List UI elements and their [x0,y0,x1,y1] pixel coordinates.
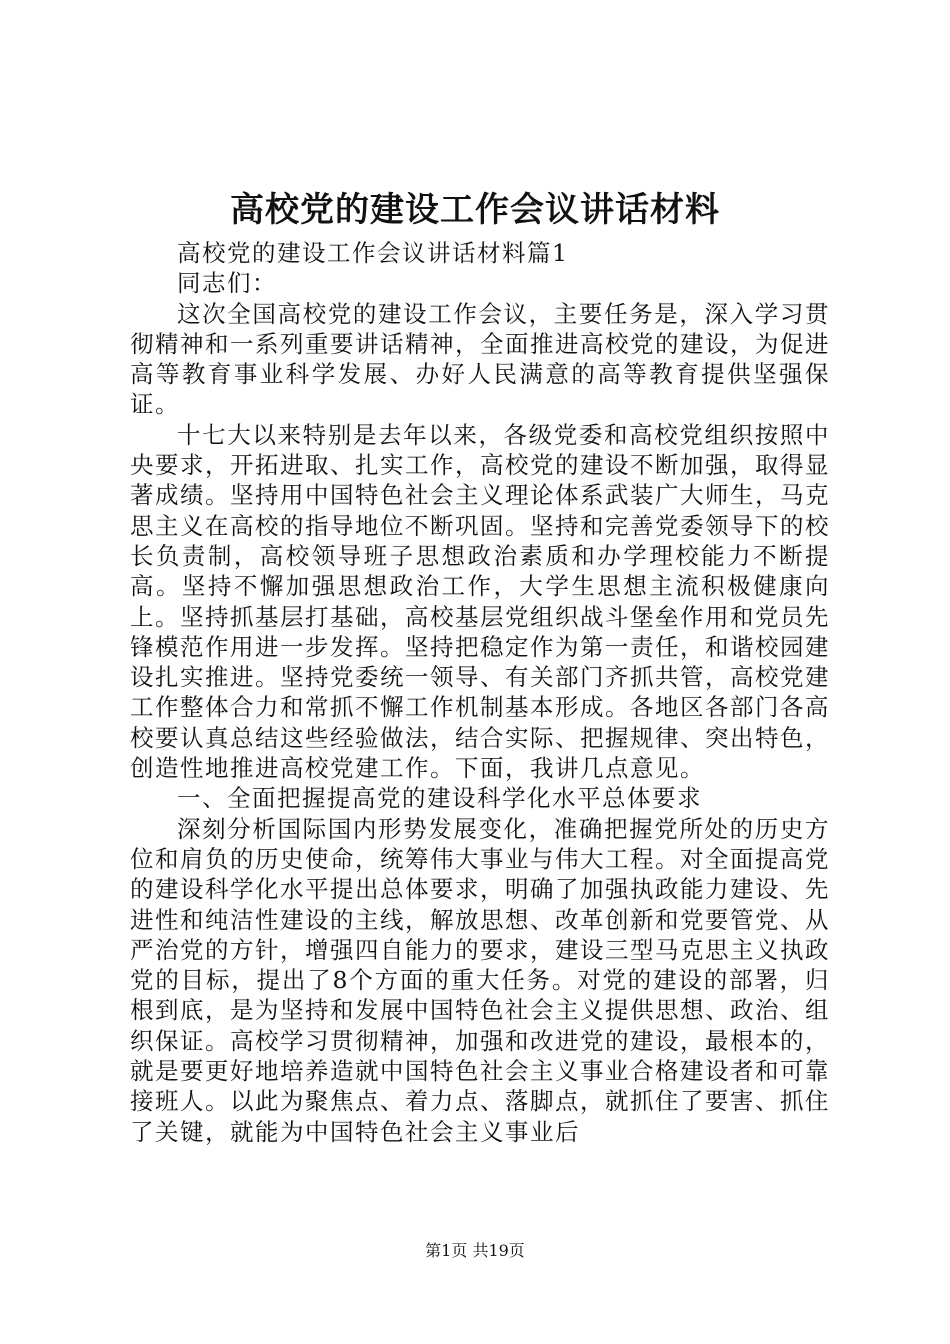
document-body [130,238,830,1147]
document-title: 高校党的建设工作会议讲话材料 [230,190,720,230]
subsection-heading: 一、全面把握提高党的建设科学化水平总体要求 [177,784,702,813]
page-number-footer: 第1页 共19页 [425,1241,525,1260]
section-heading: 高校党的建设工作会议讲话材料篇1 [177,239,569,267]
body-paragraph: 这次全国高校党的建设工作会议，主要任务是，深入学习贯彻精神和一系列重要讲话精神，全面推进高校党的建设，为促进高等教育事业科学发展、办好人民满意的高等教育提供坚强保证。 [130,299,830,419]
body-paragraph: 十七大以来特别是去年以来，各级党委和高校党组织按照中央要求，开拓进取、扎实工作，高校党的建设不断加强，取得显著成绩。坚持用中国特色社会主义理论体系武装广大师生，马克思主义在高校的指导地位不断巩固。坚持和完善党委领导下的校长负责制，高校领导班子思想政治素质和办学理校能力不断提高。坚持不懈加强思想政治工作，大学生思想主流积极健康向上。坚持抓基层打基础，高校基层党组织战斗堡垒作用和党员先锋模范作用进一步发挥。坚持把稳定作为第一责任，和谐校园建设扎实推进。坚持党委统一领导、有关部门齐抓共管，高校党建工作整体合力和常抓不懈工作机制基本形成。各地区各部门各高校要认真总结这些经验做法，结合实际、把握规律、突出特色，创造性地推进高校党建工作。下面，我讲几点意见。 [130,420,830,783]
body-paragraph: 深刻分析国际国内形势发展变化，准确把握党所处的历史方位和肩负的历史使命，统筹伟大事业与伟大工程。对全面提高党的建设科学化水平提出总体要求，明确了加强执政能力建设、先进性和纯洁性建设的主线，解放思想、改革创新和党要管党、从严治党的方针，增强四自能力的要求，建设三型马克思主义执政党的目标，提出了8个方面的重大任务。对党的建设的部署，归根到底，是为坚持和发展中国特色社会主义提供思想、政治、组织保证。高校学习贯彻精神，加强和改进党的建设，最根本的，就是要更好地培养造就中国特色社会主义事业合格建设者和可靠接班人。以此为聚焦点、着力点、落脚点，就抓住了要害、抓住了关键，就能为中国特色社会主义事业后 [130,814,830,1146]
salutation: 同志们： [177,269,277,298]
